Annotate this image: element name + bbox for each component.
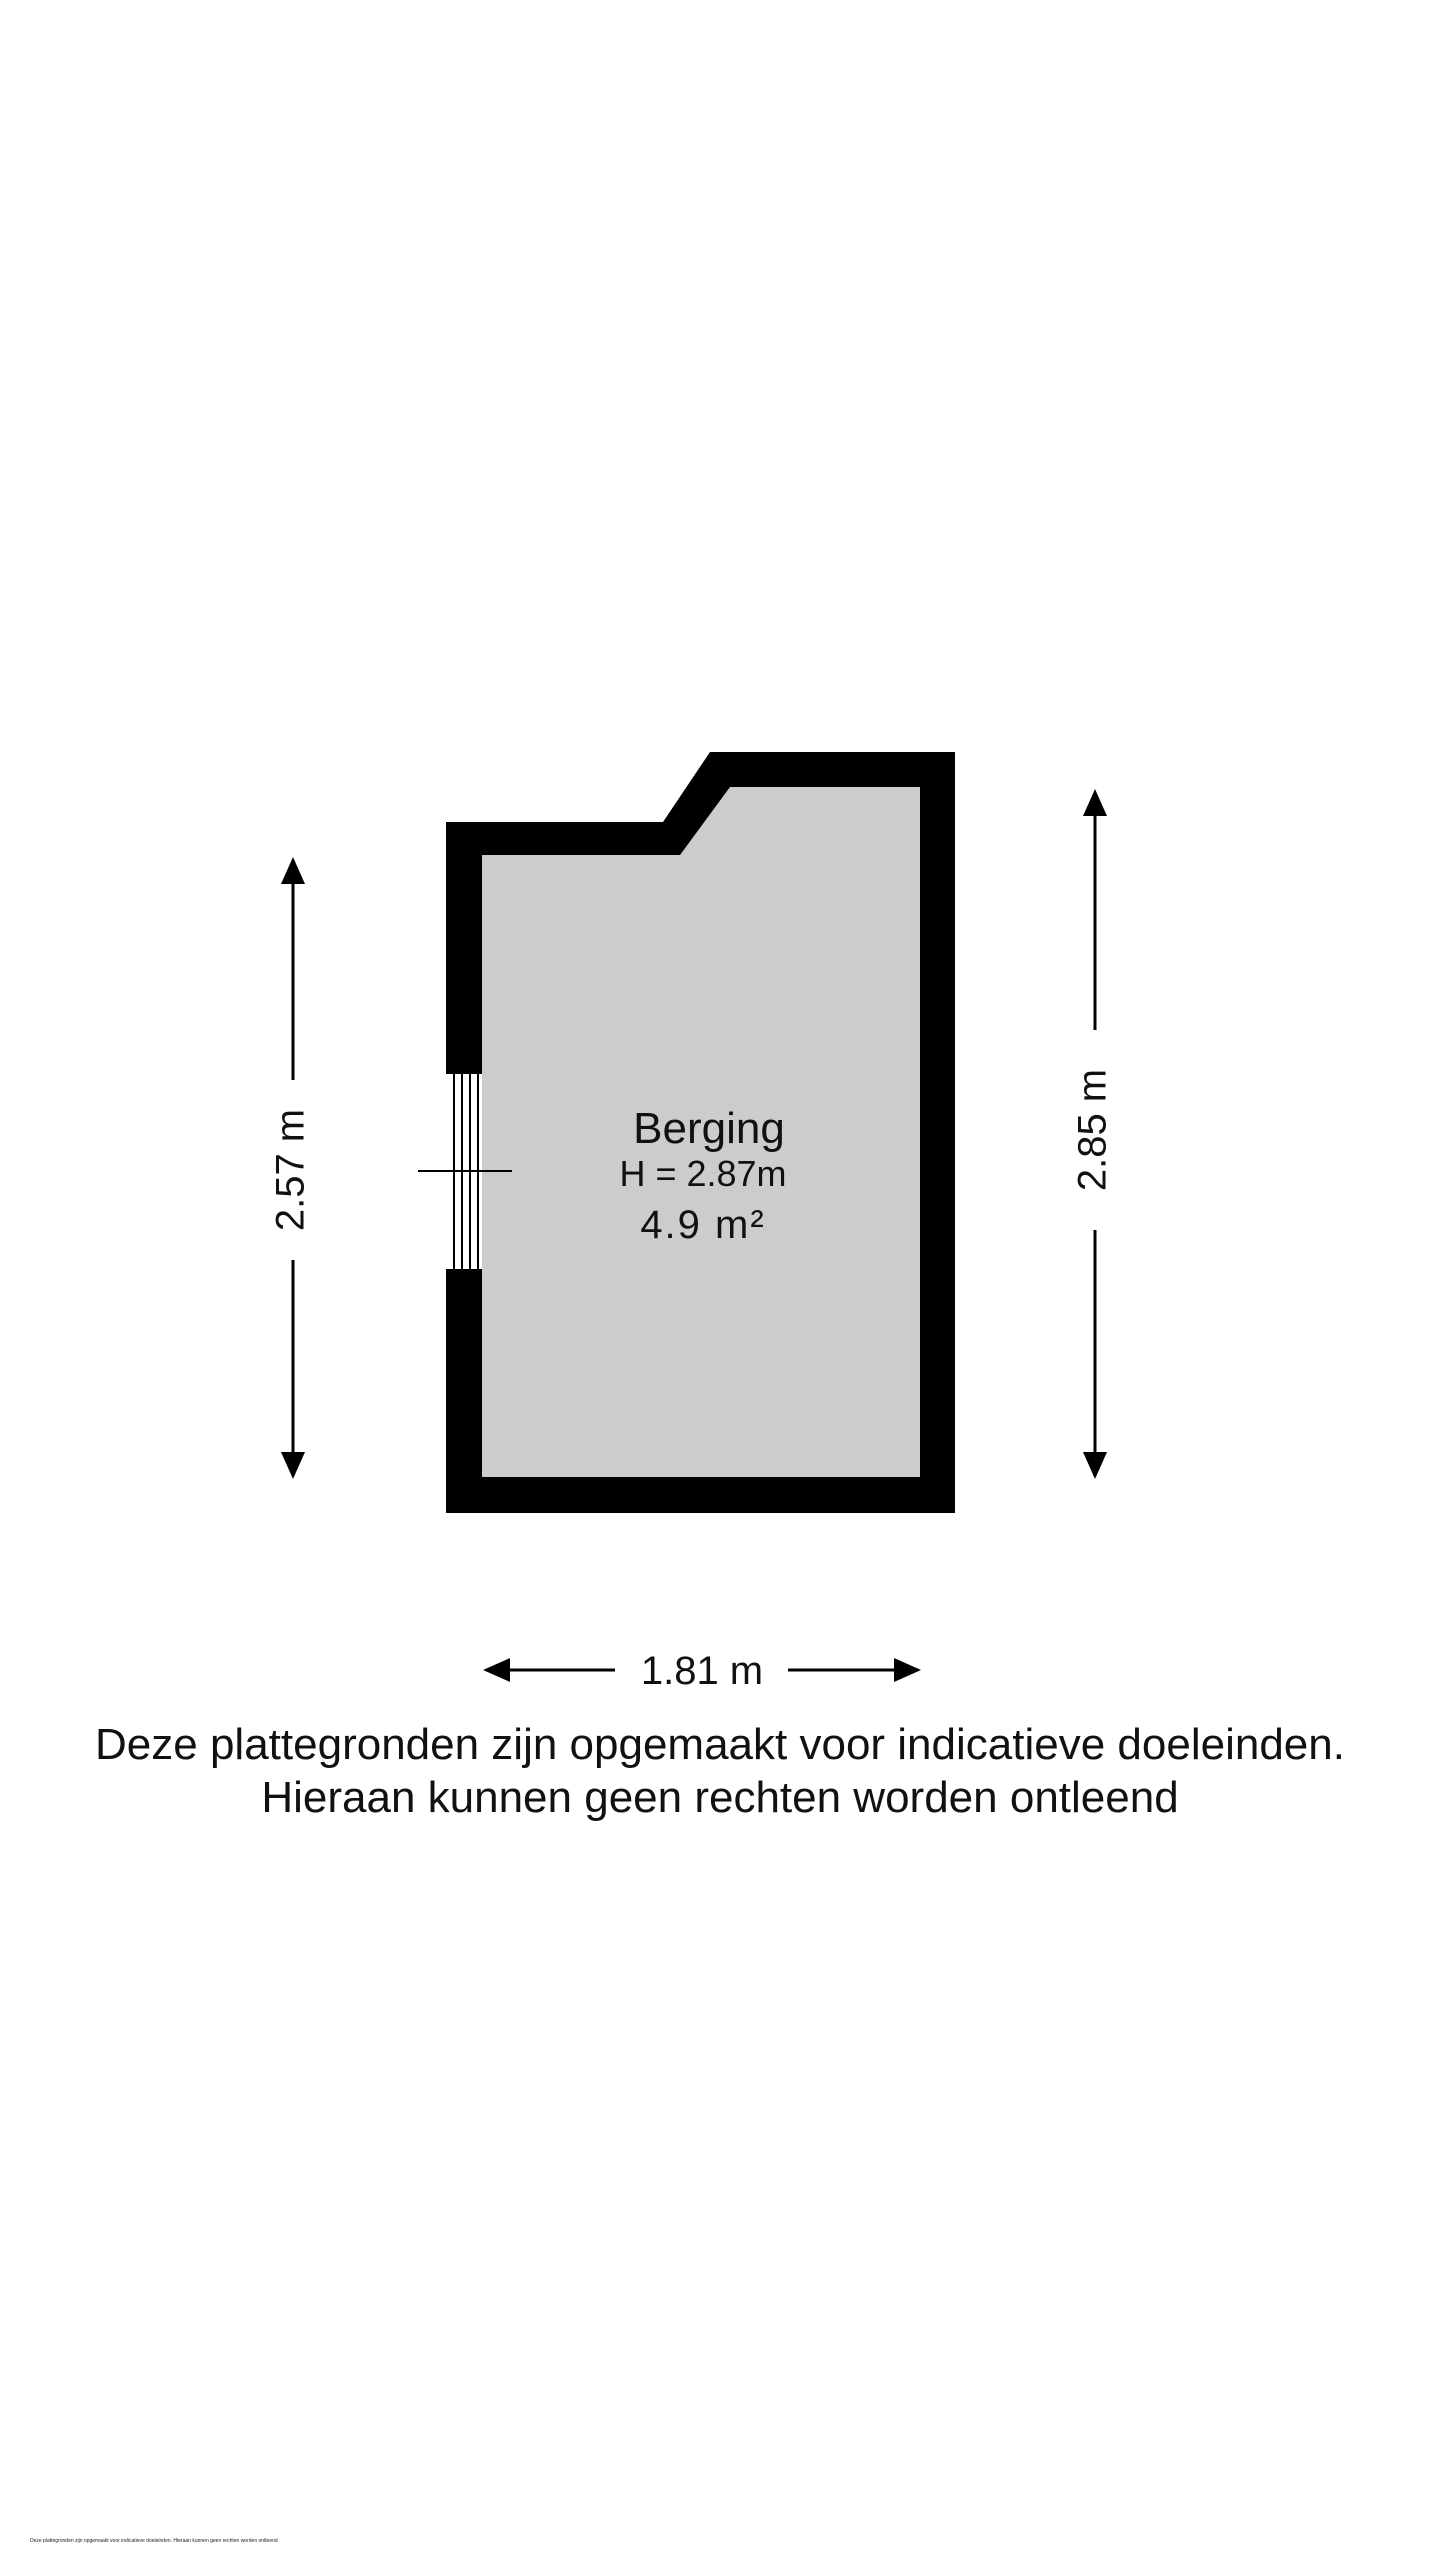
dimension-left [269, 860, 313, 1476]
disclaimer-line-2: Hieraan kunnen geen rechten worden ontleend [261, 1773, 1179, 1822]
dimension-right [1071, 792, 1115, 1476]
dimension-bottom-label: 1.81 m [640, 1649, 764, 1693]
room-area: 4.9 m² [640, 1203, 766, 1247]
footer-note: Deze plattegronden zijn opgemaakt voor indicatieve doeleinden. Hieraan kunnen geen rechten worden ontleend [30, 2538, 278, 2544]
room-name: Berging [633, 1104, 785, 1153]
dimension-right-label: 2.85 m [1070, 1068, 1115, 1192]
dimension-left-label: 2.57 m [268, 1108, 313, 1232]
dimension-bottom [486, 1649, 918, 1693]
disclaimer-line-1: Deze plattegronden zijn opgemaakt voor indicatieve doeleinden. [95, 1720, 1345, 1769]
room-height: H = 2.87m [619, 1153, 787, 1194]
